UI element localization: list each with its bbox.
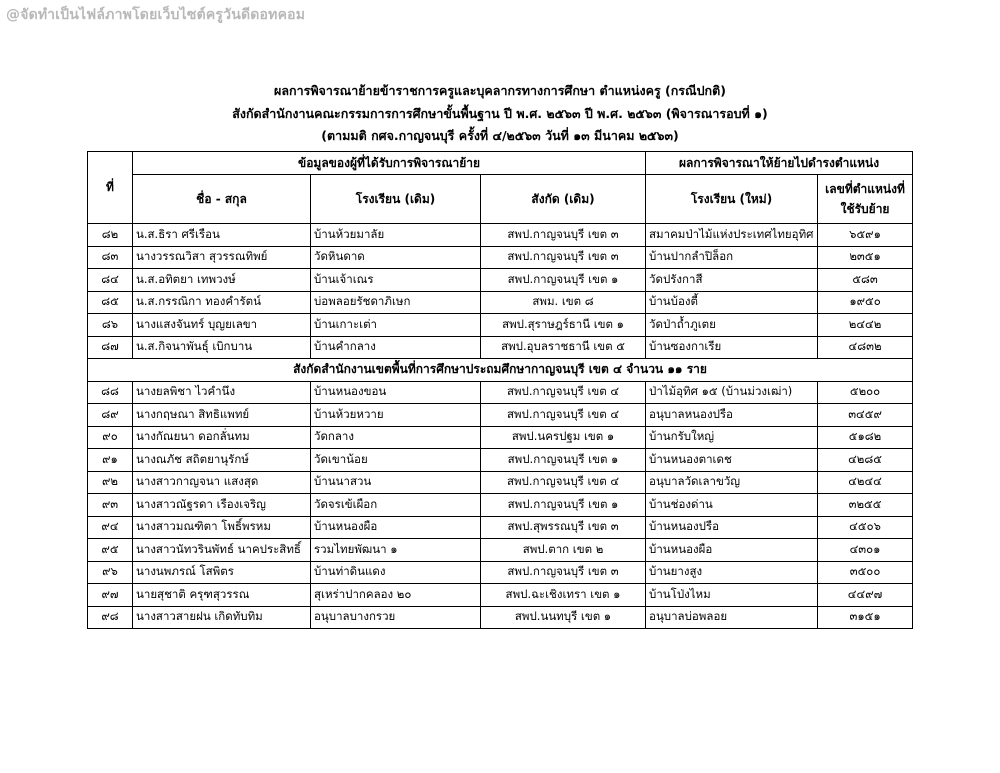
row-name: นางสาวมณฑิตา โพธิ์พรหม xyxy=(133,516,311,539)
row-school-old: บ้านท่าดินแดง xyxy=(311,561,481,584)
row-school-old: สุเหร่าปากคลอง ๒๐ xyxy=(311,584,481,607)
header-group-result: ผลการพิจารณาให้ย้ายไปดำรงตำแหน่ง xyxy=(646,152,913,175)
row-name: นางกฤษณา สิทธิแพทย์ xyxy=(133,404,311,427)
document-title-line-3: (ตามมติ กศจ.กาญจนบุรี ครั้งที่ ๔/๒๕๖๓ วันที่ ๑๓ มีนาคม ๒๕๖๓) xyxy=(321,128,679,143)
row-school-new: บ้านหนองผือ xyxy=(646,539,818,562)
row-position-no: ๒๔๔๒ xyxy=(818,314,913,337)
row-school-new: วัดป่าถ้ำภูเตย xyxy=(646,314,818,337)
row-position-no: ๒๓๕๑ xyxy=(818,246,913,269)
table-row xyxy=(88,291,913,314)
row-number: ๘๕ xyxy=(88,291,133,314)
row-school-old: บ้านเจ้าเณร xyxy=(311,269,481,292)
row-position-no: ๓๕๐๐ xyxy=(818,561,913,584)
table-row xyxy=(88,561,913,584)
table-row xyxy=(88,314,913,337)
row-position-no: ๓๔๕๙ xyxy=(818,404,913,427)
row-school-new: อนุบาลวัดเลาขวัญ xyxy=(646,471,818,494)
row-position-no: ๔๒๔๔ xyxy=(818,471,913,494)
row-school-new: บ้านโป่งไหม xyxy=(646,584,818,607)
row-affiliation-old: สพป.กาญจนบุรี เขต ๔ xyxy=(481,404,646,427)
row-number: ๙๗ xyxy=(88,584,133,607)
row-name: นางกัณยนา ดอกลั่นทม xyxy=(133,426,311,449)
row-school-old: บ้านเกาะเต่า xyxy=(311,314,481,337)
row-school-new: บ้านซองกาเรีย xyxy=(646,336,818,359)
row-position-no: ๕๒๐๐ xyxy=(818,381,913,404)
row-number: ๘๓ xyxy=(88,246,133,269)
row-school-new: บ้านยางสูง xyxy=(646,561,818,584)
row-affiliation-old: สพป.กาญจนบุรี เขต ๓ xyxy=(481,246,646,269)
row-number: ๙๐ xyxy=(88,426,133,449)
table-row xyxy=(88,426,913,449)
header-affiliation-old: สังกัด (เดิม) xyxy=(481,175,646,224)
section-header-row xyxy=(88,359,913,382)
row-school-new: บ้านบ้องตี้ xyxy=(646,291,818,314)
row-school-old: บ้านห้วยมาลัย xyxy=(311,224,481,247)
row-affiliation-old: สพป.อุบลราชธานี เขต ๕ xyxy=(481,336,646,359)
row-affiliation-old: สพป.สุพรรณบุรี เขต ๓ xyxy=(481,516,646,539)
row-number: ๙๓ xyxy=(88,494,133,517)
watermark-text: @จัดทำเป็นไฟล์ภาพโดยเว็บไซต์ครูวันดีดอทคอม xyxy=(6,7,306,23)
row-position-no: ๔๘๓๒ xyxy=(818,336,913,359)
document-title-line-2: สังกัดสำนักงานคณะกรรมการการศึกษาขั้นพื้นฐาน ปี พ.ศ. ๒๕๖๓ ปี พ.ศ. ๒๕๖๓ (พิจารณารอบที่ ๑) xyxy=(232,106,768,121)
row-name: นางวรรณวิสา สุวรรณทิพย์ xyxy=(133,246,311,269)
row-affiliation-old: สพป.กาญจนบุรี เขต ๑ xyxy=(481,494,646,517)
header-position-no: เลขที่ตำแหน่งที่ใช้รับย้าย xyxy=(818,175,913,224)
row-affiliation-old: สพป.กาญจนบุรี เขต ๑ xyxy=(481,449,646,472)
row-position-no: ๔๔๙๗ xyxy=(818,584,913,607)
row-school-new: บ้านหนองปรือ xyxy=(646,516,818,539)
row-school-new: บ้านหนองตาเดช xyxy=(646,449,818,472)
row-number: ๘๘ xyxy=(88,381,133,404)
row-position-no: ๔๒๘๕ xyxy=(818,449,913,472)
row-name: นางยลพิชา ไวคำนึง xyxy=(133,381,311,404)
row-position-no: ๖๕๙๑ xyxy=(818,224,913,247)
row-position-no: ๓๒๕๕ xyxy=(818,494,913,517)
document-title-line-1: ผลการพิจารณาย้ายข้าราชการครูและบุคลากรทางการศึกษา ตำแหน่งครู (กรณีปกติ) xyxy=(274,83,726,98)
header-name: ชื่อ - สกุล xyxy=(133,175,311,224)
table-row xyxy=(88,494,913,517)
row-affiliation-old: สพป.นนทบุรี เขต ๑ xyxy=(481,606,646,629)
row-name: น.ส.อทิตยา เทพวงษ์ xyxy=(133,269,311,292)
row-affiliation-old: สพป.กาญจนบุรี เขต ๑ xyxy=(481,269,646,292)
row-affiliation-old: สพป.ฉะเชิงเทรา เขต ๑ xyxy=(481,584,646,607)
row-position-no: ๕๘๓ xyxy=(818,269,913,292)
row-school-old: รวมไทยพัฒนา ๑ xyxy=(311,539,481,562)
header-school-old: โรงเรียน (เดิม) xyxy=(311,175,481,224)
row-affiliation-old: สพป.กาญจนบุรี เขต ๓ xyxy=(481,561,646,584)
row-name: นางสาวสายฝน เกิดทับทิม xyxy=(133,606,311,629)
table-row xyxy=(88,246,913,269)
row-school-new: ป่าไม้อุทิศ ๑๕ (บ้านม่วงเฒ่า) xyxy=(646,381,818,404)
row-affiliation-old: สพป.กาญจนบุรี เขต ๓ xyxy=(481,224,646,247)
row-number: ๘๙ xyxy=(88,404,133,427)
row-affiliation-old: สพป.กาญจนบุรี เขต ๔ xyxy=(481,471,646,494)
table-row xyxy=(88,449,913,472)
row-school-new: อนุบาลบ่อพลอย xyxy=(646,606,818,629)
row-school-new: สมาคมป่าไม้แห่งประเทศไทยอุทิศ xyxy=(646,224,818,247)
table-row xyxy=(88,224,913,247)
header-group-applicant: ข้อมูลของผู้ที่ได้รับการพิจารณาย้าย xyxy=(133,152,646,175)
row-position-no: ๔๓๐๑ xyxy=(818,539,913,562)
row-school-old: บ้านคำกลาง xyxy=(311,336,481,359)
row-affiliation-old: สพป.นครปฐม เขต ๑ xyxy=(481,426,646,449)
row-affiliation-old: สพม. เขต ๘ xyxy=(481,291,646,314)
section-label: สังกัดสำนักงานเขตพื้นที่การศึกษาประถมศึกษากาญจนบุรี เขต ๔ จำนวน ๑๑ ราย xyxy=(88,359,913,382)
table-row xyxy=(88,336,913,359)
row-number: ๙๕ xyxy=(88,539,133,562)
row-name: นางณภัช สถิตยานุรักษ์ xyxy=(133,449,311,472)
header-school-new: โรงเรียน (ใหม่) xyxy=(646,175,818,224)
row-number: ๘๖ xyxy=(88,314,133,337)
row-school-old: วัดจรเข้เผือก xyxy=(311,494,481,517)
row-school-new: บ้านกรับใหญ่ xyxy=(646,426,818,449)
row-school-old: บ้านหนองขอน xyxy=(311,381,481,404)
row-affiliation-old: สพป.ตาก เขต ๒ xyxy=(481,539,646,562)
row-name: นางสาวณัฐรดา เรืองเจริญ xyxy=(133,494,311,517)
row-number: ๙๖ xyxy=(88,561,133,584)
row-number: ๘๔ xyxy=(88,269,133,292)
row-affiliation-old: สพป.กาญจนบุรี เขต ๔ xyxy=(481,381,646,404)
row-school-old: วัดเขาน้อย xyxy=(311,449,481,472)
row-school-old: บ้านหนองผือ xyxy=(311,516,481,539)
row-number: ๙๒ xyxy=(88,471,133,494)
row-name: นางแสงจันทร์ บุญยเลขา xyxy=(133,314,311,337)
row-school-old: อนุบาลบางกรวย xyxy=(311,606,481,629)
row-school-new: บ้านช่องด่าน xyxy=(646,494,818,517)
transfer-results-table xyxy=(87,151,913,629)
table-row xyxy=(88,516,913,539)
row-school-old: บ้านห้วยหวาย xyxy=(311,404,481,427)
row-position-no: ๕๑๘๒ xyxy=(818,426,913,449)
row-school-old: บ้านนาสวน xyxy=(311,471,481,494)
row-name: นายสุชาติ ครุฑสุวรรณ xyxy=(133,584,311,607)
table-row xyxy=(88,381,913,404)
row-name: น.ส.กิจนาพันธุ์ เบิกบาน xyxy=(133,336,311,359)
row-school-new: อนุบาลหนองปรือ xyxy=(646,404,818,427)
table-row xyxy=(88,539,913,562)
row-school-new: บ้านปากลำปิล็อก xyxy=(646,246,818,269)
row-name: นางนพภรณ์ โสพิตร xyxy=(133,561,311,584)
row-number: ๙๘ xyxy=(88,606,133,629)
row-affiliation-old: สพป.สุราษฎร์ธานี เขต ๑ xyxy=(481,314,646,337)
row-number: ๘๗ xyxy=(88,336,133,359)
row-school-old: บ่อพลอยรัชดาภิเษก xyxy=(311,291,481,314)
row-school-old: วัดหินดาด xyxy=(311,246,481,269)
row-number: ๙๔ xyxy=(88,516,133,539)
table-row xyxy=(88,404,913,427)
row-name: นางสาวกาญจนา แสงสุด xyxy=(133,471,311,494)
row-position-no: ๓๑๕๑ xyxy=(818,606,913,629)
row-number: ๘๒ xyxy=(88,224,133,247)
row-number: ๙๑ xyxy=(88,449,133,472)
table-row xyxy=(88,269,913,292)
row-school-old: วัดกลาง xyxy=(311,426,481,449)
row-position-no: ๑๙๕๐ xyxy=(818,291,913,314)
row-position-no: ๔๕๐๖ xyxy=(818,516,913,539)
row-name: น.ส.กรรณิกา ทองคำรัตน์ xyxy=(133,291,311,314)
header-no: ที่ xyxy=(88,152,133,224)
row-school-new: วัดปรังกาสี xyxy=(646,269,818,292)
table-row xyxy=(88,606,913,629)
row-name: น.ส.ธิรา ศรีเรือน xyxy=(133,224,311,247)
row-name: นางสาวนัทวรินพัทธ์ นาคประสิทธิ์ xyxy=(133,539,311,562)
table-row xyxy=(88,471,913,494)
table-row xyxy=(88,584,913,607)
